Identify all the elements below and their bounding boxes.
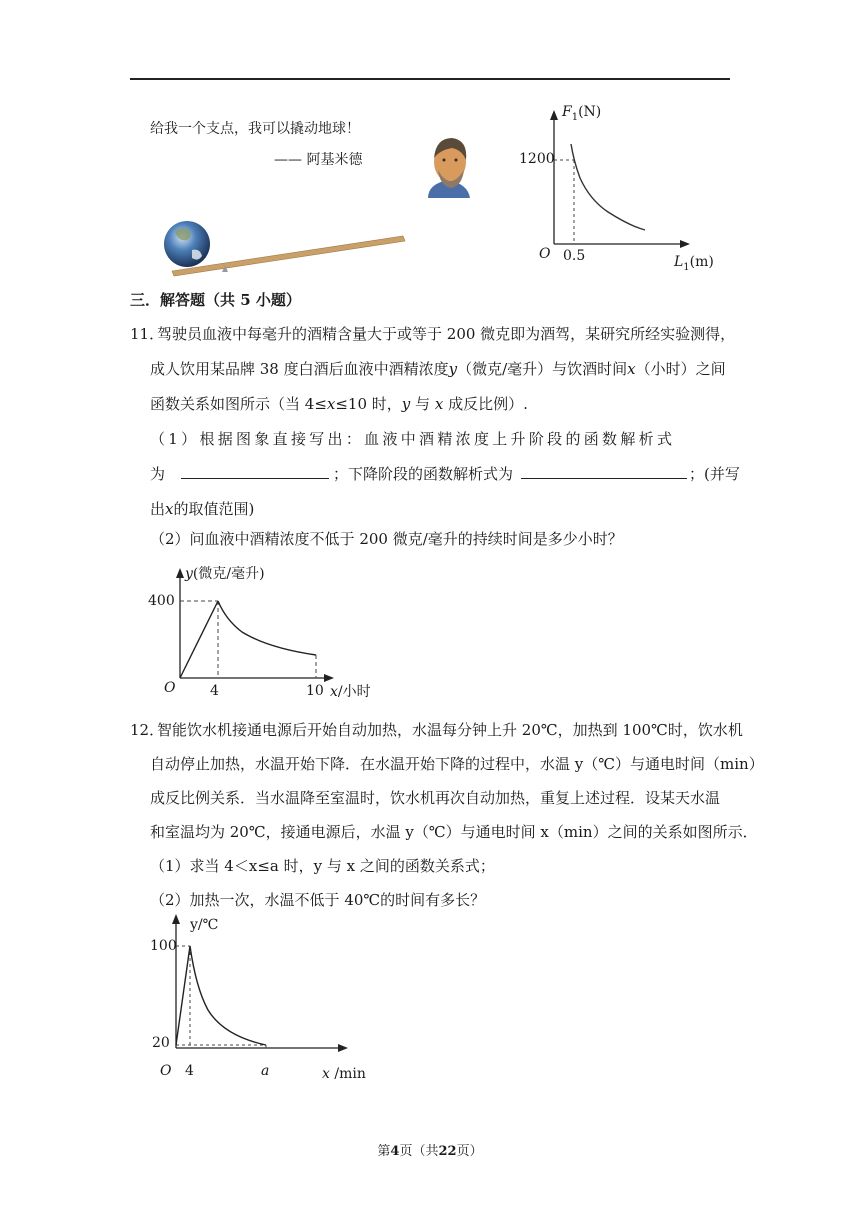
f1-axis-label: $F_1(N)$ <box>562 104 602 123</box>
header-rule <box>130 78 730 80</box>
l1-axis-label: $L_1(m)$ <box>674 254 714 273</box>
q11-y-tick-400: 400 <box>148 593 175 609</box>
q12-line3: 成反比例关系．当水温降至室温时，饮水机再次自动加热，重复上述过程．设某天水温 <box>150 789 721 807</box>
q12-part1: （1）求当 4＜x≤a 时，y 与 x 之间的函数关系式； <box>150 857 495 875</box>
archimedes-author: —— 阿基米德 <box>274 152 363 168</box>
page-footer: 第4页（共22页） <box>377 1144 483 1159</box>
x-tick-0.5: 0.5 <box>563 248 586 264</box>
q12-y-axis-label: y/℃ <box>190 917 219 933</box>
q11-part1-line3: 出x的取值范围) <box>150 500 255 518</box>
q11-x-tick-10: 10 <box>306 683 324 699</box>
q12-line1: 智能饮水机接通电源后开始自动加热，水温每分钟上升 20℃，加热到 100℃时，饮水机 <box>157 721 743 739</box>
q12-part2: （2）加热一次，水温不低于 40℃的时间有多长？ <box>150 891 486 909</box>
rising-segment <box>180 601 218 678</box>
q11-part2: （2）问血液中酒精浓度不低于 200 微克/毫升的持续时间是多少小时？ <box>150 530 623 548</box>
archimedes-portrait <box>428 138 470 198</box>
q12-line4: 和室温均为 20℃，接通电源后，水温 y（℃）与通电时间 x（min）之间的关系如图所示． <box>150 823 758 841</box>
q12-x-tick-a: a <box>261 1063 270 1079</box>
q11-line2: 成人饮用某品牌 38 度白酒后血液中酒精浓度y（微克/毫升）与饮酒时间x（小时）之间 <box>150 360 726 378</box>
section-title: 三．解答题（共 5 小题） <box>130 291 301 309</box>
q11-number: 11． <box>130 325 165 343</box>
cooling-curve <box>190 946 266 1045</box>
q11-line1: 驾驶员血液中每毫升的酒精含量大于或等于 200 微克即为酒驾，某研究所经实验测得， <box>157 325 736 343</box>
water-temperature-graph <box>150 910 390 1070</box>
heating-segment <box>176 946 190 1045</box>
q12-x-axis-label: x /min <box>322 1066 366 1082</box>
q11-origin: O <box>164 680 176 696</box>
q12-origin: O <box>160 1063 172 1079</box>
q12-number: 12． <box>130 721 165 739</box>
answer-blank-rising[interactable] <box>181 464 329 479</box>
origin-label: O <box>539 246 551 262</box>
inverse-curve <box>571 144 645 230</box>
q11-part1-line2: 为 ；下降阶段的函数解析式为 ；(并写 <box>150 465 740 483</box>
q11-x-axis-label: x/小时 <box>330 684 371 700</box>
q12-y-tick-20: 20 <box>152 1035 170 1051</box>
answer-blank-falling[interactable] <box>521 464 687 479</box>
earth-icon <box>164 221 210 267</box>
y-tick-1200: 1200 <box>519 151 555 167</box>
lever-illustration <box>150 128 470 288</box>
q11-line3: 函数关系如图所示（当 4≤x≤10 时，y 与 x 成反比例）. <box>150 395 528 413</box>
q12-y-tick-100: 100 <box>150 938 177 954</box>
q11-part1-line1: （1）根据图象直接写出：血液中酒精浓度上升阶段的函数解析式 <box>150 430 676 448</box>
inverse-segment <box>218 601 316 655</box>
q11-y-axis-label: y(微克/毫升) <box>185 566 265 582</box>
q12-line2: 自动停止加热，水温开始下降．在水温开始下降的过程中，水温 y（℃）与通电时间（min） <box>150 755 764 773</box>
q11-x-tick-4: 4 <box>210 683 219 699</box>
archimedes-quote: 给我一个支点，我可以撬动地球！ <box>150 121 360 137</box>
q12-x-tick-4: 4 <box>185 1063 194 1079</box>
